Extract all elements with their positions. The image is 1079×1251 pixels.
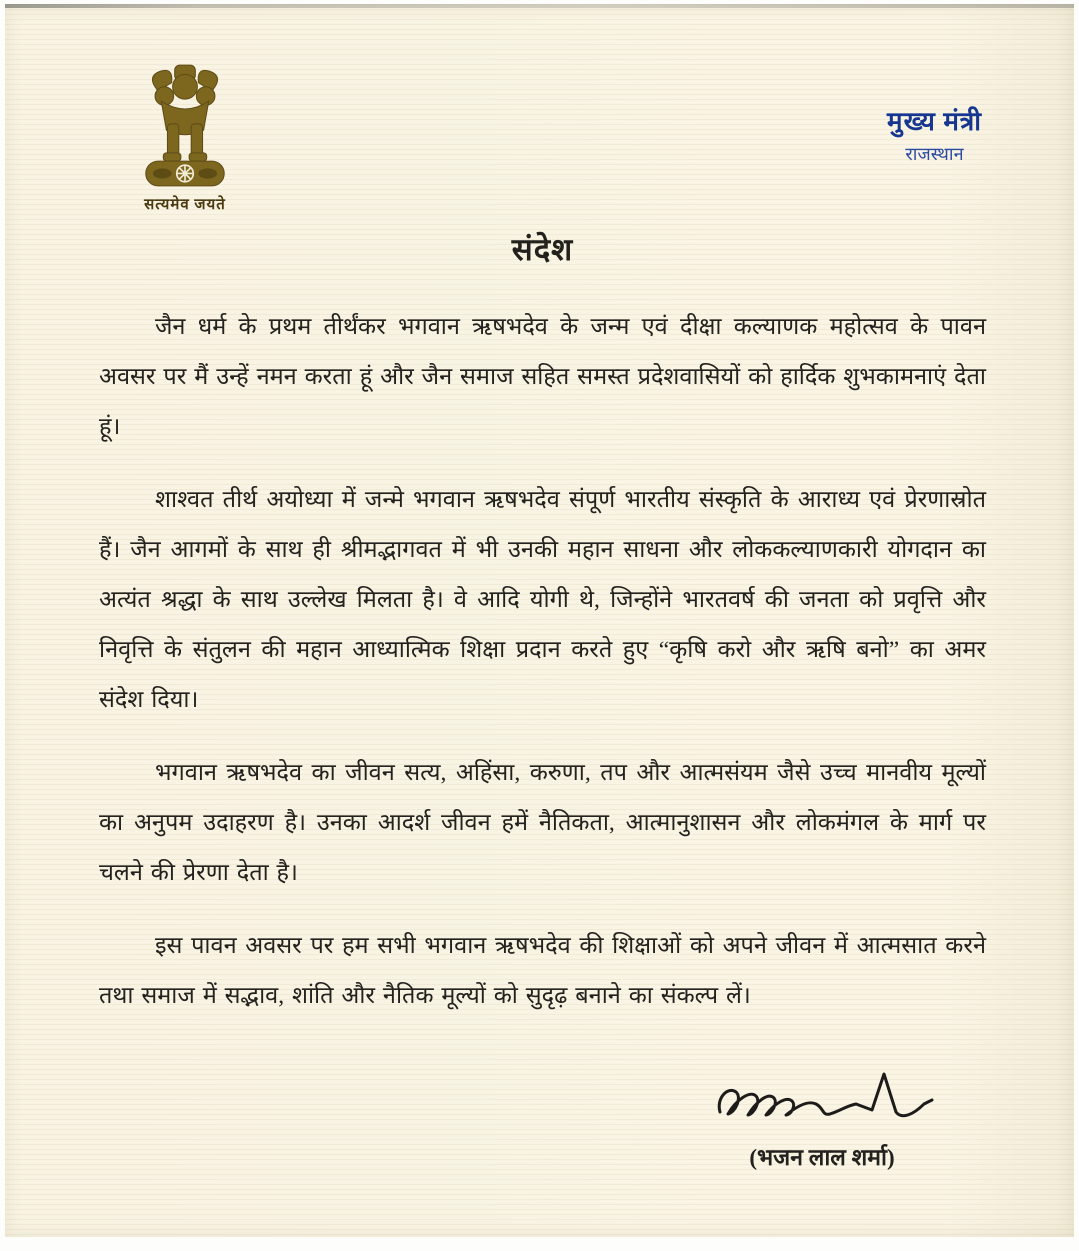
letter-paragraph-4: इस पावन अवसर पर हम सभी भगवान ऋषभदेव की शिक्षाओं को अपने जीवन में आत्मसात करने तथा समाज में सद्भाव, शांति और नैतिक मूल्यों को सुदृढ़ बनाने का संकल्प लें। [99, 933, 986, 1009]
letter-paragraph-2: शाश्वत तीर्थ अयोध्या में जन्मे भगवान ऋषभदेव संपूर्ण भारतीय संस्कृति के आराध्य एवं प्रेरणास्रोत हैं। जैन आगमों के साथ ही श्रीमद्भागवत में भी उनकी महान साधना और लोककल्याणकारी योगदान का अत्यंत श्रद्धा के साथ उल्लेख मिलता है। वे आदि योगी थे, जिन्होंने भारतवर्ष की जनता को प्रवृत्ति और निवृत्ति के संतुलन की महान आध्यात्मिक शिक्षा प्रदान करते हुए “कृषि करो और ऋषि बनो” का अमर संदेश दिया। [99, 487, 986, 713]
lion-capital-icon [133, 62, 237, 190]
letterhead [99, 62, 986, 220]
office-region: राजस्थान [905, 144, 964, 164]
emblem-motto: सत्यमेव जयते [144, 197, 226, 213]
letter-paragraph-1: जैन धर्म के प्रथम तीर्थंकर भगवान ऋषभदेव के जन्म एवं दीक्षा कल्याणक महोत्सव के पावन अवसर पर मैं उन्हें नमन करता हूं और जैन समाज सहित समस्त प्रदेशवासियों को हार्दिक शुभकामनाएं देता हूं। [99, 314, 986, 440]
office-title: मुख्य मंत्री [887, 107, 982, 136]
handwritten-signature-icon [706, 1060, 938, 1138]
signatory-name: (भजन लाल शर्मा) [749, 1145, 895, 1170]
national-emblem [105, 62, 265, 214]
letter-title: संदेश [511, 232, 574, 267]
letter-page [5, 4, 1074, 1237]
letter-content [5, 4, 1074, 1237]
signature-block [706, 1060, 938, 1172]
letter-paragraph-3: भगवान ऋषभदेव का जीवन सत्य, अहिंसा, करुणा, तप और आत्मसंयम जैसे उच्च मानवीय मूल्यों का अनुपम उदाहरण है। उनका आदर्श जीवन हमें नैतिकता, आत्मानुशासन और लोकमंगल के मार्ग पर चलने की प्रेरणा देता है। [99, 760, 986, 886]
letter-body [99, 302, 986, 1021]
office-block [887, 102, 982, 166]
